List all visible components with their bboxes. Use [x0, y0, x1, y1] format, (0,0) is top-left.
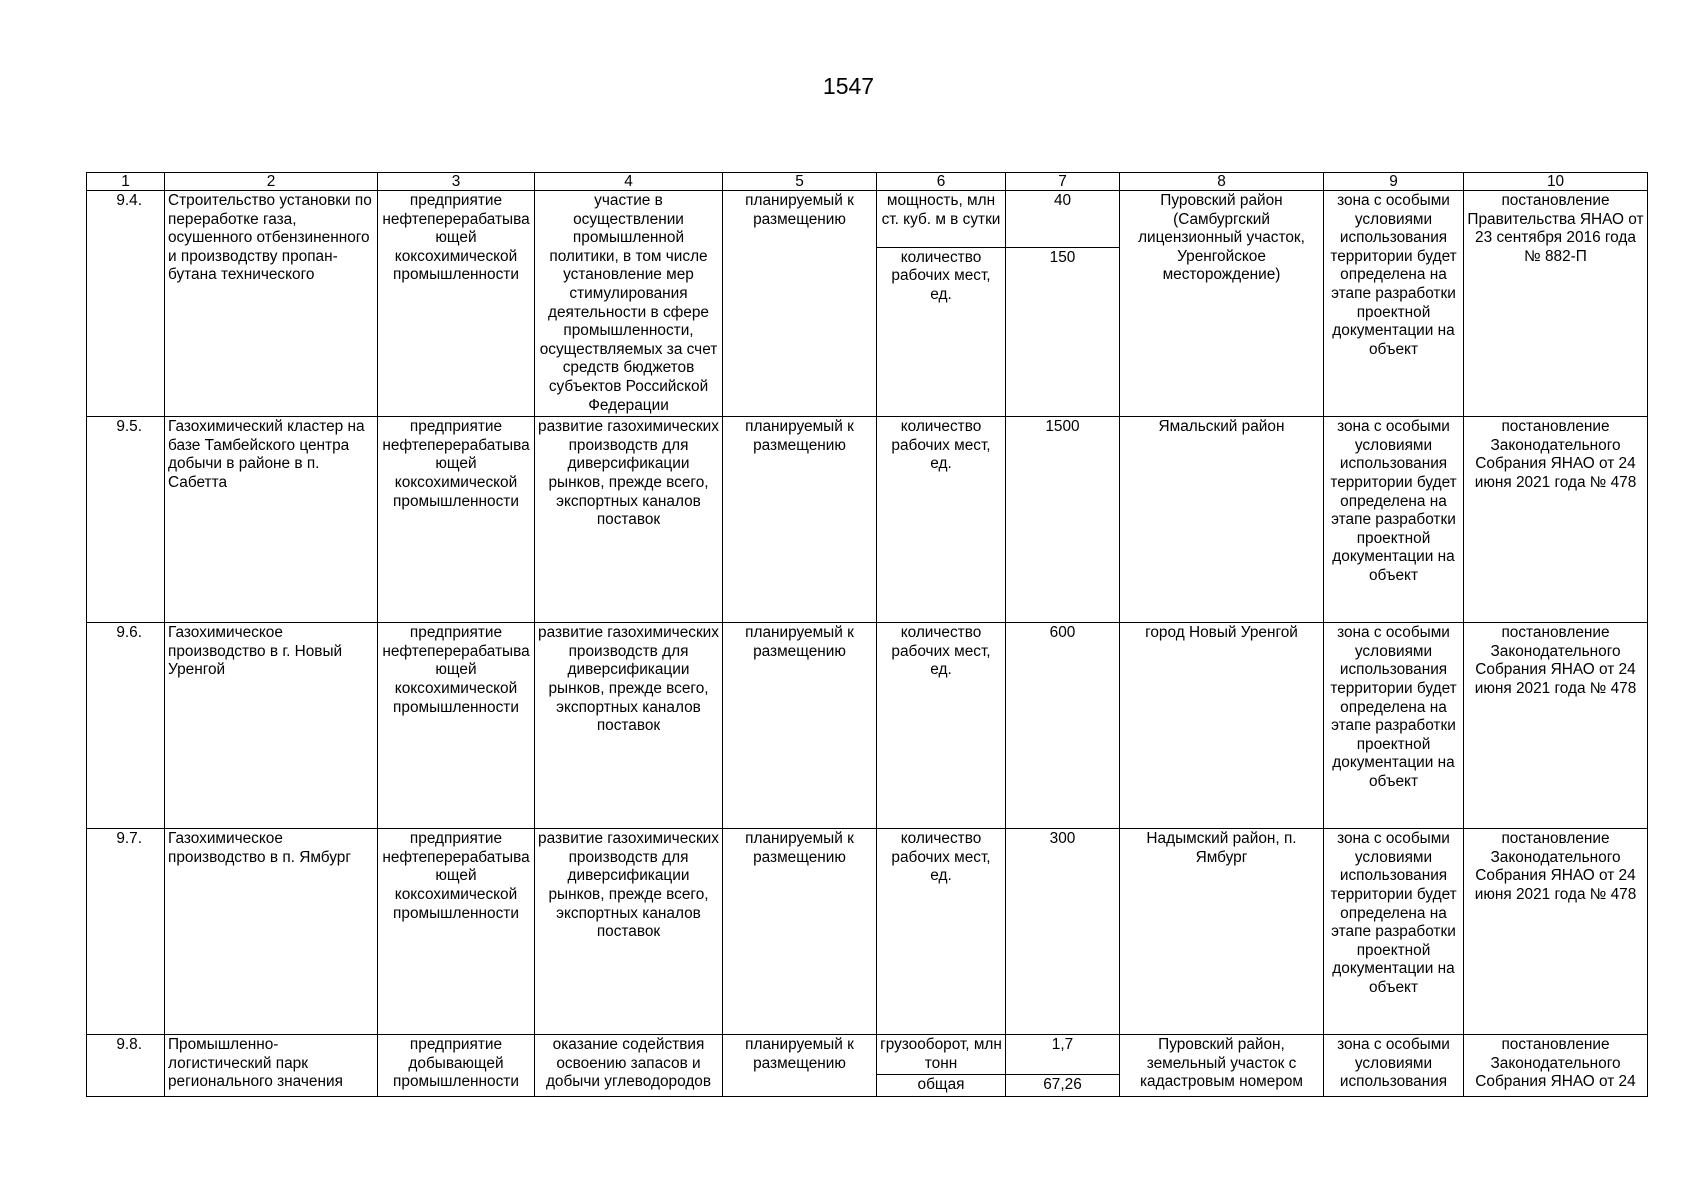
objects-table: [86, 172, 1648, 1097]
object-purpose: развитие газохимических производств для диверсификации рынков, прежде всего, экспортных каналов поставок: [535, 623, 723, 829]
indicator-name: общая: [877, 1075, 1006, 1097]
column-number-row: [87, 173, 1648, 191]
object-document: постановление Законодательного Собрания ЯНАО от 24 июня 2021 года № 478: [1464, 623, 1648, 829]
object-zone: зона с особыми условиями использования: [1324, 1035, 1464, 1097]
object-location: Пуровский район (Самбургский лицензионный участок, Уренгойское месторождение): [1120, 191, 1324, 417]
row-number: 9.6.: [87, 623, 165, 829]
object-status: планируемый к размещению: [723, 623, 877, 829]
column-header: 9: [1324, 173, 1464, 191]
indicator-value: 1,7: [1006, 1035, 1120, 1075]
table-row: [87, 829, 1648, 1035]
object-type: предприятие нефтеперерабатывающей коксохимической промышленности: [378, 829, 535, 1035]
indicator-value: 1500: [1006, 417, 1120, 623]
object-name: Строительство установки по переработке газа, осушенного отбензиненного и производству пропан-бутана технического: [165, 191, 378, 417]
column-header: 2: [165, 173, 378, 191]
object-location: Ямальский район: [1120, 417, 1324, 623]
column-header: 3: [378, 173, 535, 191]
object-type: предприятие нефтеперерабатывающей коксохимической промышленности: [378, 191, 535, 417]
row-number: 9.5.: [87, 417, 165, 623]
object-type: предприятие добывающей промышленности: [378, 1035, 535, 1097]
object-status: планируемый к размещению: [723, 1035, 877, 1097]
object-zone: зона с особыми условиями использования территории будет определена на этапе разработки проектной документации на объект: [1324, 417, 1464, 623]
object-type: предприятие нефтеперерабатывающей коксохимической промышленности: [378, 417, 535, 623]
indicator-name: количество рабочих мест, ед.: [877, 623, 1006, 829]
indicator-name: количество рабочих мест, ед.: [877, 829, 1006, 1035]
table-row: [87, 191, 1648, 248]
object-name: Газохимическое производство в г. Новый Уренгой: [165, 623, 378, 829]
indicator-name: грузооборот, млн тонн: [877, 1035, 1006, 1075]
object-location: Пуровский район, земельный участок с кадастровым номером: [1120, 1035, 1324, 1097]
object-status: планируемый к размещению: [723, 417, 877, 623]
object-location: Надымский район, п. Ямбург: [1120, 829, 1324, 1035]
object-purpose: развитие газохимических производств для диверсификации рынков, прежде всего, экспортных каналов поставок: [535, 829, 723, 1035]
row-number: 9.7.: [87, 829, 165, 1035]
object-zone: зона с особыми условиями использования территории будет определена на этапе разработки проектной документации на объект: [1324, 623, 1464, 829]
object-document: постановление Правительства ЯНАО от 23 сентября 2016 года № 882-П: [1464, 191, 1648, 417]
column-header: 6: [877, 173, 1006, 191]
object-document: постановление Законодательного Собрания ЯНАО от 24 июня 2021 года № 478: [1464, 417, 1648, 623]
object-type: предприятие нефтеперерабатывающей коксохимической промышленности: [378, 623, 535, 829]
indicator-value: 40: [1006, 191, 1120, 248]
indicator-name: мощность, млн ст. куб. м в сутки: [877, 191, 1006, 248]
indicator-value: 67,26: [1006, 1075, 1120, 1097]
object-zone: зона с особыми условиями использования территории будет определена на этапе разработки проектной документации на объект: [1324, 829, 1464, 1035]
page-number: 1547: [822, 73, 875, 99]
object-name: Промышленно-логистический парк регионального значения: [165, 1035, 378, 1097]
object-document: постановление Законодательного Собрания ЯНАО от 24 июня 2021 года № 478: [1464, 829, 1648, 1035]
object-purpose: развитие газохимических производств для диверсификации рынков, прежде всего, экспортных каналов поставок: [535, 417, 723, 623]
column-header: 8: [1120, 173, 1324, 191]
table-row: [87, 417, 1648, 623]
table-row: [87, 1035, 1648, 1075]
column-header: 4: [535, 173, 723, 191]
indicator-name: количество рабочих мест, ед.: [877, 417, 1006, 623]
column-header: 1: [87, 173, 165, 191]
object-status: планируемый к размещению: [723, 191, 877, 417]
object-name: Газохимический кластер на базе Тамбейского центра добычи в районе в п. Сабетта: [165, 417, 378, 623]
column-header: 7: [1006, 173, 1120, 191]
object-status: планируемый к размещению: [723, 829, 877, 1035]
column-header: 10: [1464, 173, 1648, 191]
column-header: 5: [723, 173, 877, 191]
object-purpose: оказание содействия освоению запасов и добычи углеводородов: [535, 1035, 723, 1097]
indicator-value: 600: [1006, 623, 1120, 829]
row-number: 9.8.: [87, 1035, 165, 1097]
indicator-value: 150: [1006, 247, 1120, 416]
table-row: [87, 623, 1648, 829]
row-number: 9.4.: [87, 191, 165, 417]
object-document: постановление Законодательного Собрания ЯНАО от 24: [1464, 1035, 1648, 1097]
object-name: Газохимическое производство в п. Ямбург: [165, 829, 378, 1035]
object-zone: зона с особыми условиями использования территории будет определена на этапе разработки проектной документации на объект: [1324, 191, 1464, 417]
indicator-name: количество рабочих мест, ед.: [877, 247, 1006, 416]
object-location: город Новый Уренгой: [1120, 623, 1324, 829]
object-purpose: участие в осуществлении промышленной политики, в том числе установление мер стимулирования деятельности в сфере промышленности, осуществляемых за счет средств бюджетов субъектов Российской Федерации: [535, 191, 723, 417]
indicator-value: 300: [1006, 829, 1120, 1035]
